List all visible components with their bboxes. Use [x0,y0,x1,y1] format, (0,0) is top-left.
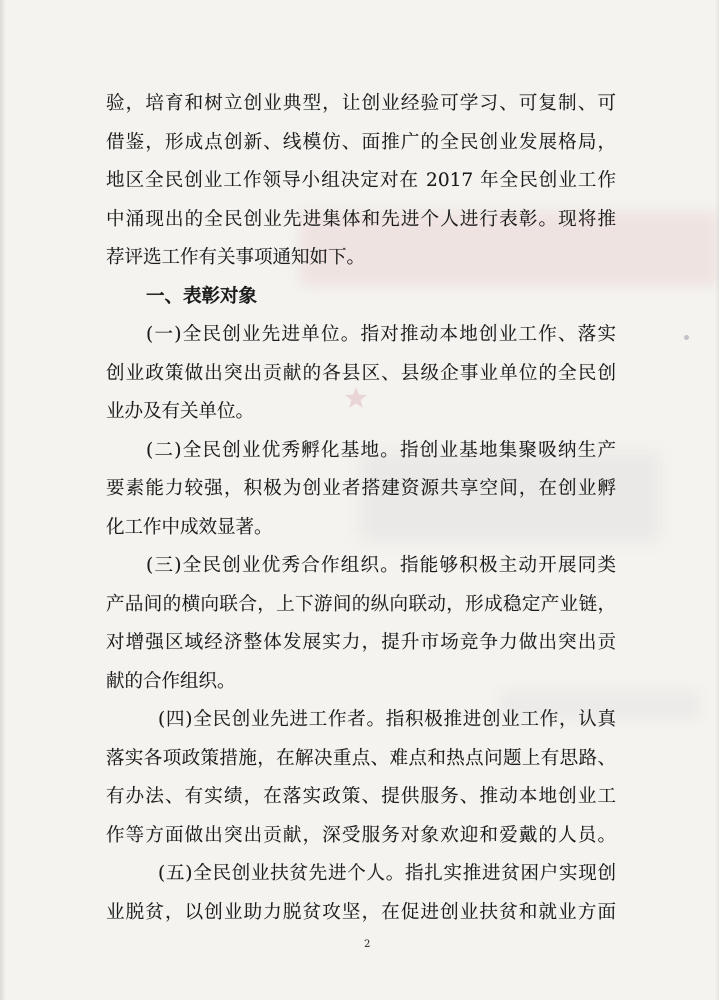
paragraph-line: 有办法、有实绩，在落实政策、提供服务、推动本地创业工 [106,786,616,807]
document-body [106,85,616,932]
page-number: 2 [364,939,371,950]
item-paragraph-1 [106,316,616,432]
paragraph-line: 中涌现出的全民创业先进集体和先进个人进行表彰。现将推 [106,208,616,230]
item-paragraph-2 [106,432,616,548]
paragraph-line: 业脱贫，以创业助力脱贫攻坚，在促进创业扶贫和就业方面 [106,901,616,923]
scan-speck [684,335,689,340]
paragraph-line: 化工作中成效显著。 [106,516,273,538]
paragraph-line: 献的合作组织。 [106,670,236,692]
paragraph-line: (三)全民创业优秀合作组织。指能够积极主动开展同类 [146,555,616,576]
paragraph-line: (一)全民创业先进单位。指对推动本地创业工作、落实 [146,324,616,345]
paragraph-line: (四)全民创业先进工作者。指积极推进创业工作，认真 [158,709,616,730]
paragraph-line: 地区全民创业工作领导小组决定对在 2017 年全民创业工作 [106,170,616,191]
paragraph-line: 荐评选工作有关事项通知如下。 [106,247,366,268]
paragraph-line: 借鉴，形成点创新、线模仿、面推广的全民创业发展格局， [106,131,616,153]
paragraph-line: (二)全民创业优秀孵化基地。指创业基地集聚吸纳生产 [146,439,616,461]
paragraph-line: 落实各项政策措施，在解决重点、难点和热点问题上有思路、 [106,747,616,769]
paragraph-line: 作等方面做出突出贡献，深受服务对象欢迎和爱戴的人员。 [106,824,616,846]
item-paragraph-4 [106,701,616,855]
scan-edge-right [715,0,719,1000]
paragraph-line: 业办及有关单位。 [106,401,255,422]
section-heading: 一、表彰对象 [146,285,258,307]
scan-edge-left [0,0,6,1000]
paragraph-line: 验，培育和树立创业典型，让创业经验可学习、可复制、可 [106,93,616,114]
item-paragraph-5 [106,855,616,932]
paragraph-line: 产品间的横向联合，上下游间的纵向联动，形成稳定产业链， [106,593,616,615]
paragraph-line: (五)全民创业扶贫先进个人。指扎实推进贫困户实现创 [158,863,616,884]
paragraph-line: 对增强区域经济整体发展实力，提升市场竞争力做出突出贡 [106,632,616,653]
paragraph-line: 要素能力较强，积极为创业者搭建资源共享空间，在创业孵 [106,478,616,499]
paragraph-line: 创业政策做出突出贡献的各县区、县级企事业单位的全民创 [106,362,616,384]
intro-paragraph [106,85,616,278]
item-paragraph-3 [106,547,616,701]
